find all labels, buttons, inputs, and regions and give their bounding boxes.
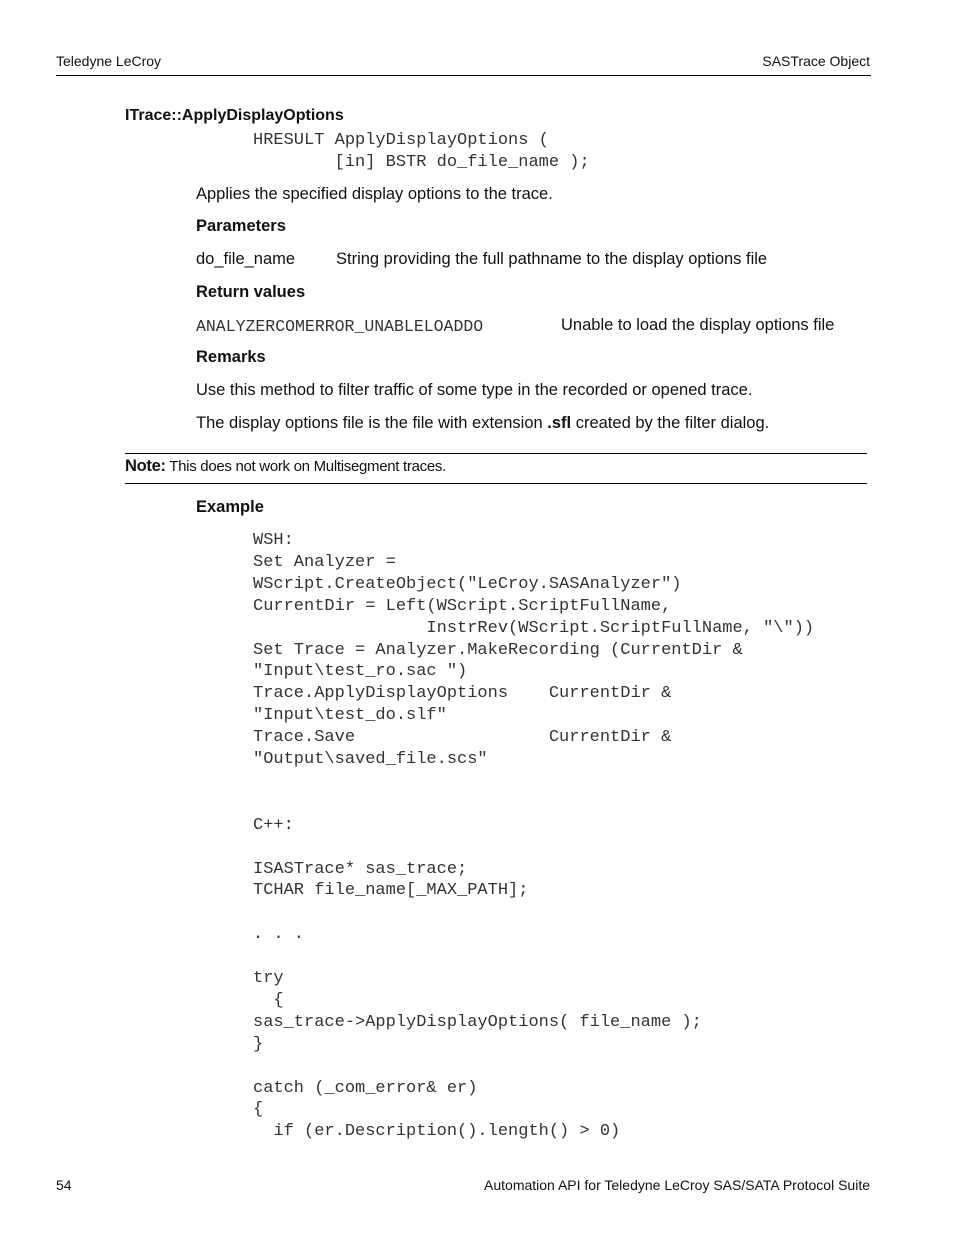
remark-2-post: created by the filter dialog. [571, 414, 770, 432]
section-title: ITrace::ApplyDisplayOptions [125, 107, 344, 124]
code-line: Set Trace = Analyzer.MakeRecording (CurrentDir & [253, 640, 743, 660]
page-number: 54 [56, 1177, 72, 1193]
code-line: "Input\test_do.slf" [253, 706, 447, 726]
description: Applies the specified display options to the trace. [196, 185, 553, 203]
remark-1: Use this method to filter traffic of some type in the recorded or opened trace. [196, 381, 753, 399]
header-right: SASTrace Object [762, 53, 870, 69]
note [125, 457, 446, 476]
code-line: try [253, 969, 284, 988]
header-divider [56, 75, 871, 76]
code-line: "Input\test_ro.sac ") [253, 662, 468, 682]
code-line: TCHAR file_name[_MAX_PATH]; [253, 881, 529, 901]
param-name: do_file_name [196, 250, 296, 268]
code-line: "Output\saved_file.scs" [253, 750, 488, 769]
note-text: This does not work on Multisegment traces. [165, 458, 446, 475]
code-line: Trace.ApplyDisplayOptions CurrentDir & [253, 684, 672, 704]
code-line: InstrRev(WScript.ScriptFullName, "\")) [253, 618, 815, 638]
code-line: WSH: [253, 531, 294, 550]
code-line: C++: [253, 815, 294, 835]
header-left: Teledyne LeCroy [56, 53, 162, 69]
code-line: if (er.Description().length() > 0) [253, 1122, 621, 1142]
note-label: Note: [125, 457, 166, 475]
note-bottom-rule [125, 483, 867, 484]
code-line: sas_trace->ApplyDisplayOptions( file_name ); [253, 1012, 702, 1032]
code-line: Set Analyzer = [253, 552, 396, 572]
param-description: String providing the full pathname to the display options file [336, 250, 768, 268]
code-line: WScript.CreateObject("LeCroy.SASAnalyzer") [253, 574, 682, 594]
return-code: ANALYZERCOMERROR_UNABLELOADDO [196, 317, 484, 336]
code-line: ISASTrace* sas_trace; [253, 859, 468, 879]
return-heading: Return values [196, 283, 306, 301]
code-line: } [253, 1034, 264, 1054]
remarks-heading: Remarks [196, 348, 266, 366]
note-top-rule [125, 453, 867, 454]
code-line: CurrentDir = Left(WScript.ScriptFullName, [253, 596, 672, 616]
remark-2-pre: The display options file is the file with extension [196, 414, 548, 432]
example-heading: Example [196, 498, 264, 516]
code-line: catch (_com_error& er) [253, 1078, 478, 1098]
code-line: { [253, 1100, 264, 1120]
code-line: Trace.Save CurrentDir & [253, 728, 672, 748]
remark-2 [196, 414, 769, 433]
code-line: { [253, 990, 284, 1010]
signature-line-1: HRESULT ApplyDisplayOptions ( [253, 131, 549, 150]
footer-title: Automation API for Teledyne LeCroy SAS/SATA Protocol Suite [484, 1177, 870, 1193]
parameters-heading: Parameters [196, 217, 286, 235]
return-description: Unable to load the display options file [561, 316, 835, 334]
remark-2-ext: .sfl [547, 414, 572, 432]
code-line: . . . [253, 925, 305, 945]
signature-line-2: [in] BSTR do_file_name ); [253, 153, 590, 172]
